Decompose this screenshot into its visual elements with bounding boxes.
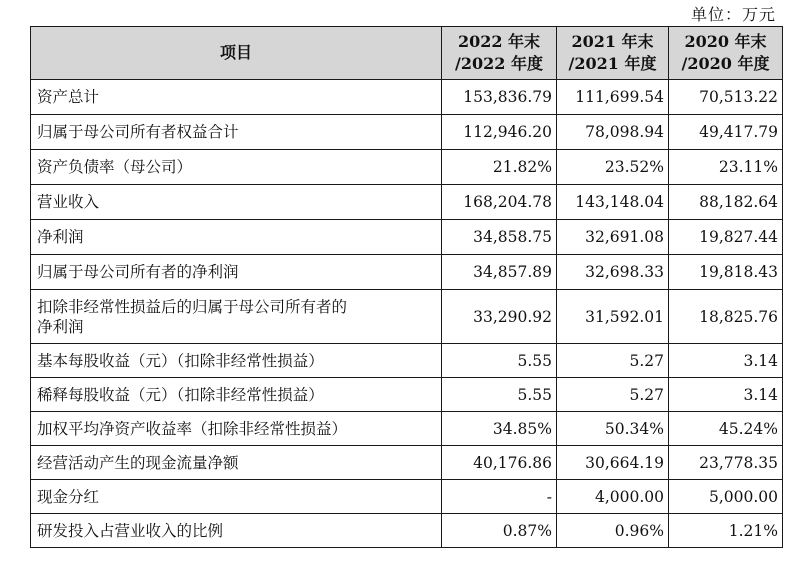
header-2020 (669, 27, 783, 80)
cell-2021: 5.27 (557, 378, 669, 412)
table-header-row (31, 27, 783, 80)
row-label (31, 290, 442, 344)
cell-2021: 0.96% (557, 514, 669, 548)
cell-2022: 33,290.92 (442, 290, 557, 344)
cell-2020: 49,417.79 (669, 115, 783, 150)
cell-2021: 111,699.54 (557, 80, 669, 115)
cell-2022: 0.87% (442, 514, 557, 548)
cell-2021: 32,691.08 (557, 220, 669, 255)
cell-2020: 23,778.35 (669, 446, 783, 480)
header-2021-line2: /2021 年度 (568, 54, 657, 73)
unit-label: 单位：万元 (690, 5, 776, 24)
row-label: 加权平均净资产收益率（扣除非经常性损益） (31, 412, 442, 446)
cell-2020: 3.14 (669, 344, 783, 378)
header-2021 (557, 27, 669, 80)
cell-2021: 32,698.33 (557, 255, 669, 290)
row-label: 现金分红 (31, 480, 442, 514)
row-label: 归属于母公司所有者的净利润 (31, 255, 442, 290)
cell-2022: 34,858.75 (442, 220, 557, 255)
cell-2020: 45.24% (669, 412, 783, 446)
cell-2021: 5.27 (557, 344, 669, 378)
cell-2021: 143,148.04 (557, 185, 669, 220)
row-label: 归属于母公司所有者权益合计 (31, 115, 442, 150)
cell-2020: 19,818.43 (669, 255, 783, 290)
header-item: 项目 (31, 27, 442, 80)
table-row (31, 412, 783, 446)
header-2020-line2: /2020 年度 (681, 54, 770, 73)
table-row (31, 185, 783, 220)
table-row (31, 220, 783, 255)
row-label: 经营活动产生的现金流量净额 (31, 446, 442, 480)
cell-2021: 31,592.01 (557, 290, 669, 344)
cell-2020: 5,000.00 (669, 480, 783, 514)
cell-2021: 50.34% (557, 412, 669, 446)
cell-2021: 23.52% (557, 150, 669, 185)
table-row (31, 80, 783, 115)
cell-2022: 153,836.79 (442, 80, 557, 115)
row-label-line1: 扣除非经常性损益后的归属于母公司所有者的 (37, 297, 348, 316)
cell-2022: 5.55 (442, 378, 557, 412)
cell-2020: 88,182.64 (669, 185, 783, 220)
cell-2022: 5.55 (442, 344, 557, 378)
cell-2022: 34.85% (442, 412, 557, 446)
row-label: 营业收入 (31, 185, 442, 220)
header-2022-line1: 2022 年末 (457, 32, 541, 51)
cell-2021: 30,664.19 (557, 446, 669, 480)
cell-2020: 70,513.22 (669, 80, 783, 115)
cell-2022: - (442, 480, 557, 514)
table-row (31, 446, 783, 480)
row-label: 研发投入占营业收入的比例 (31, 514, 442, 548)
financial-summary-table (30, 26, 783, 548)
table-row (31, 344, 783, 378)
row-label: 稀释每股收益（元）（扣除非经常性损益） (31, 378, 442, 412)
table-row (31, 290, 783, 344)
row-label: 资产总计 (31, 80, 442, 115)
cell-2022: 21.82% (442, 150, 557, 185)
header-2021-line1: 2021 年末 (571, 32, 654, 51)
row-label: 净利润 (31, 220, 442, 255)
row-label-line2: 净利润 (37, 317, 84, 336)
cell-2020: 1.21% (669, 514, 783, 548)
cell-2020: 19,827.44 (669, 220, 783, 255)
cell-2020: 18,825.76 (669, 290, 783, 344)
table-row (31, 514, 783, 548)
table-row (31, 115, 783, 150)
header-2020-line1: 2020 年末 (684, 32, 767, 51)
table-row (31, 378, 783, 412)
cell-2020: 23.11% (669, 150, 783, 185)
cell-2021: 4,000.00 (557, 480, 669, 514)
cell-2021: 78,098.94 (557, 115, 669, 150)
header-2022 (442, 27, 557, 80)
row-label: 资产负债率（母公司） (31, 150, 442, 185)
table-row (31, 255, 783, 290)
cell-2022: 34,857.89 (442, 255, 557, 290)
header-2022-line2: /2022 年度 (455, 54, 543, 73)
cell-2022: 112,946.20 (442, 115, 557, 150)
row-label: 基本每股收益（元）（扣除非经常性损益） (31, 344, 442, 378)
table-row (31, 150, 783, 185)
cell-2022: 168,204.78 (442, 185, 557, 220)
cell-2022: 40,176.86 (442, 446, 557, 480)
cell-2020: 3.14 (669, 378, 783, 412)
table-row (31, 480, 783, 514)
